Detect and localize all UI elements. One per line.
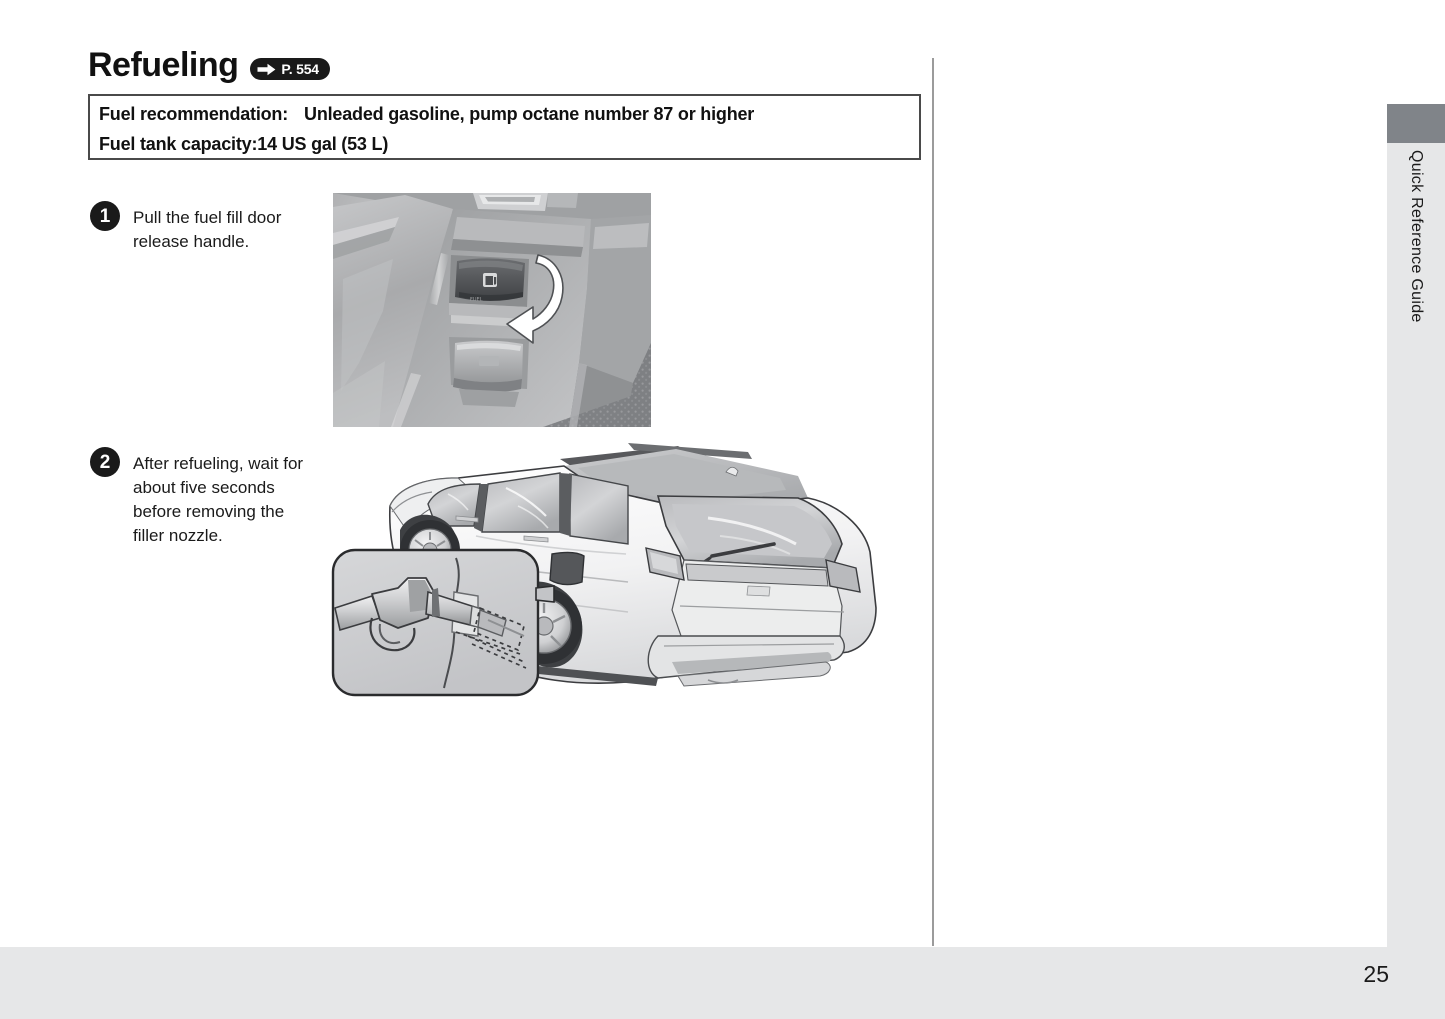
step-number-badge-1 — [90, 201, 120, 231]
svg-text:FUEL: FUEL — [470, 297, 483, 303]
right-arrow-icon — [257, 63, 276, 76]
step-text-1: Pull the fuel fill door release handle. — [133, 208, 282, 251]
title-row — [88, 48, 330, 82]
page-reference-label: P. 554 — [281, 61, 319, 77]
column-divider — [932, 58, 934, 946]
step-number-1: 1 — [99, 205, 111, 227]
page-number: 25 — [1363, 961, 1389, 987]
fuel-tank-capacity-line — [99, 134, 388, 155]
fuel-tank-capacity-label: Fuel tank capacity: — [99, 134, 258, 154]
page-title: Refueling — [88, 46, 239, 84]
page-reference-badge[interactable] — [250, 58, 329, 80]
fuel-recommendation-value: Unleaded gasoline, pump octane number 87 or higher — [304, 104, 755, 124]
fuel-fill-door-release-handle-photo — [333, 193, 651, 427]
step-number-badge-2 — [90, 447, 120, 477]
footer-bar — [0, 947, 1445, 1019]
sidebar-tab-label: Quick Reference Guide — [1408, 150, 1425, 323]
sidebar-tab-marker — [1387, 104, 1445, 143]
fuel-spec-box — [88, 94, 921, 160]
fuel-recommendation-label: Fuel recommendation: — [99, 104, 289, 124]
vehicle-fuel-filler-illustration — [328, 440, 908, 710]
step-text-2: After refueling, wait for about five seconds before removing the filler nozzle. — [133, 454, 304, 545]
fuel-fill-door — [550, 552, 584, 584]
filler-nozzle-callout — [333, 550, 554, 695]
step-number-2: 2 — [99, 451, 111, 473]
fuel-tank-capacity-value: 14 US gal (53 L) — [257, 134, 389, 154]
fuel-recommendation-line — [99, 104, 754, 125]
sidebar-tab-quick-reference-guide[interactable] — [1387, 150, 1445, 480]
